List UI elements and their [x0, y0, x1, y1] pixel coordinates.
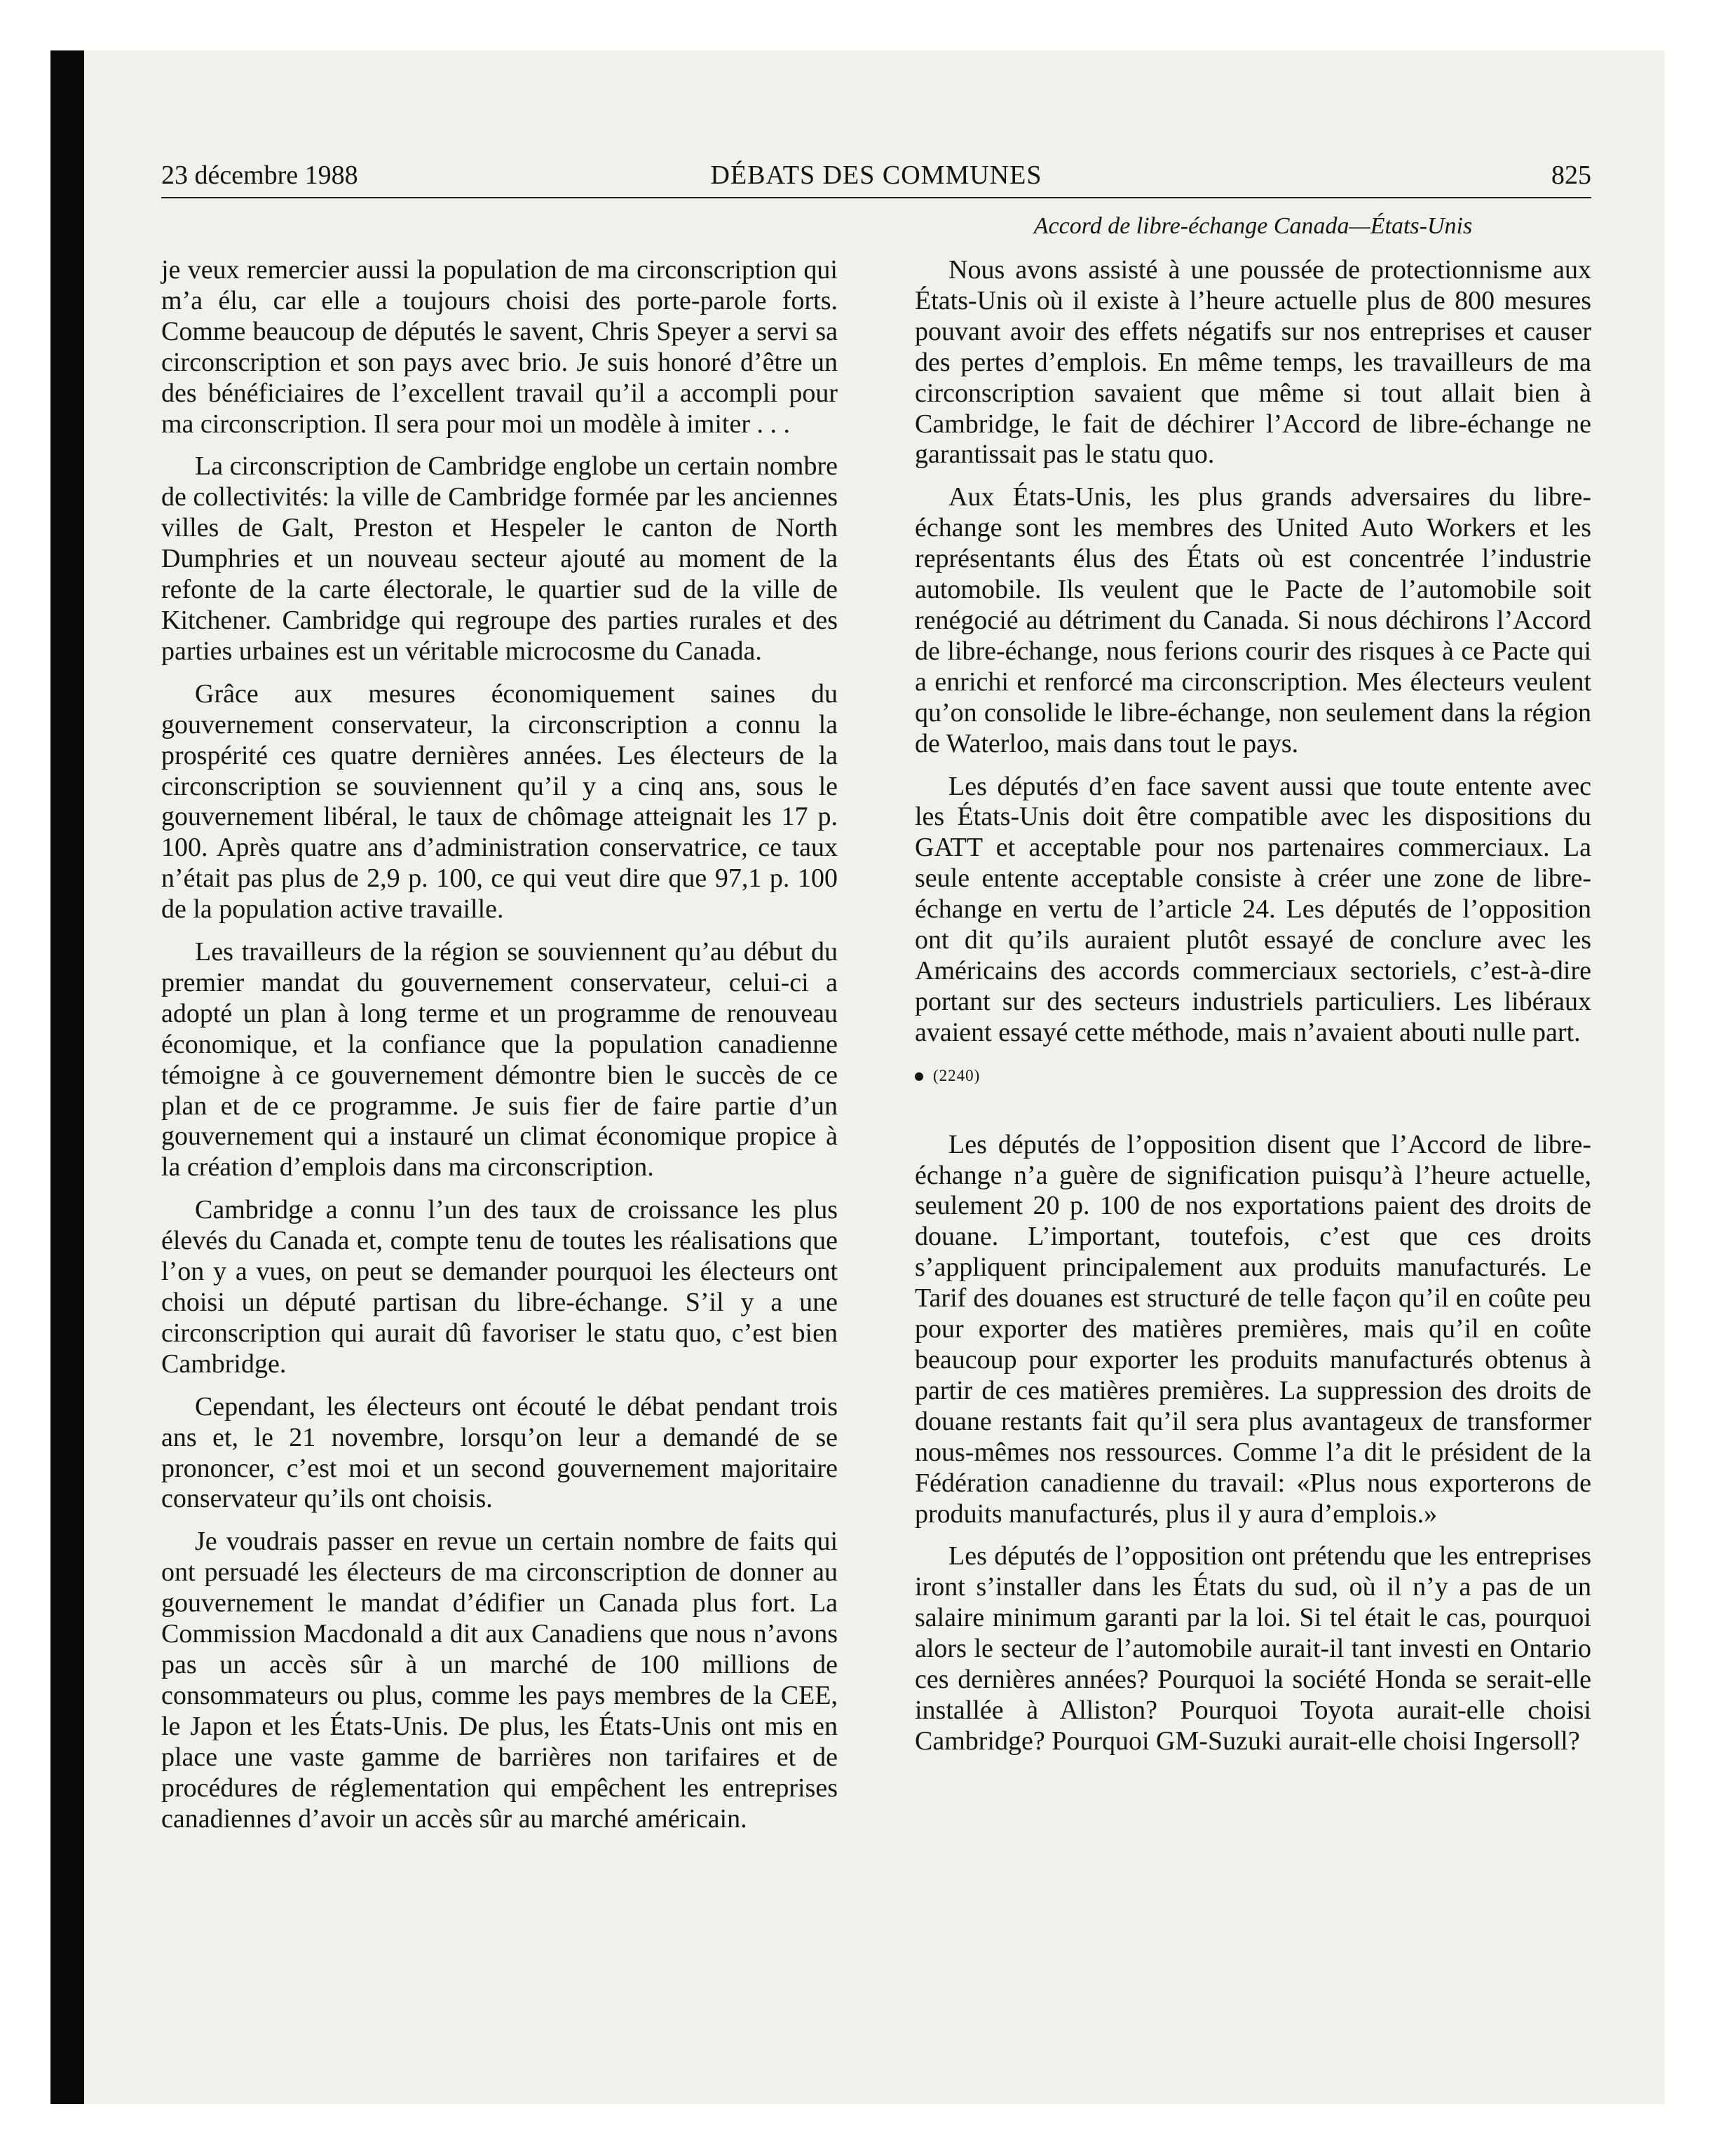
header-title: DÉBATS DES COMMUNES — [710, 161, 1042, 190]
paragraph: Nous avons assisté à une poussée de protectionnisme aux États-Unis où il existe à l’heure actuelle plus de 800 mesures pouvant avoir des effets négatifs sur nos entreprises et causer des pertes d’emplois. En même temps, les travailleurs de ma circonscription savaient que même si tout allait bien à Cambridge, le fait de déchirer l’Accord de libre-échange ne garantissait pas le statu quo. — [915, 255, 1591, 470]
paragraph: La circonscription de Cambridge englobe un certain nombre de collectivités: la ville de Cambridge formée par les anciennes villes de Galt, Preston et Hespeler le canton de North Dumphries et un nouveau secteur ajouté au moment de la refonte de la carte électorale, le quartier sud de la ville de Kitchener. Cambridge qui regroupe des parties rurales et des parties urbaines est un véritable microcosme du Canada. — [161, 451, 838, 666]
paragraph: je veux remercier aussi la population de ma circonscription qui m’a élu, car elle a toujours choisi des porte-parole forts. Comme beaucoup de députés le savent, Chris Speyer a servi sa circonscription et son pays avec brio. Je suis honoré d’être un des bénéficiaires de l’excellent travail qu’il a accompli pour ma circonscription. Il sera pour moi un modèle à imiter . . . — [161, 255, 838, 439]
paragraph: Les députés de l’opposition ont prétendu que les entreprises iront s’installer dans les États du sud, où il n’y a pas de un salaire minimum garanti par la loi. Si tel était le cas, pourquoi alors le secteur de l’automobile aurait-il tant investi en Ontario ces dernières années? Pourquoi la société Honda se serait-elle installée à Alliston? Pourquoi Toyota aurait-elle choisi Cambridge? Pourquoi GM-Suzuki aurait-elle choisi Ingersoll? — [915, 1541, 1591, 1756]
header-date: 23 décembre 1988 — [161, 161, 358, 190]
paragraph: Aux États-Unis, les plus grands adversaires du libre-échange sont les membres des United Auto Workers et les représentants élus des États où est concentrée l’industrie automobile. Ils veulent que le Pacte de l’automobile soit renégocié au détriment du Canada. Si nous déchirons l’Accord de libre-échange, nous ferions courir des risques à ce Pacte qui a enrichi et renforcé ma circonscription. Mes électeurs veulent qu’on consolide le libre-échange, non seulement dans la région de Waterloo, mais dans tout le pays. — [915, 482, 1591, 758]
right-column — [915, 255, 1591, 1757]
paragraph: Grâce aux mesures économiquement saines du gouvernement conservateur, la circonscription a connu la prospérité ces quatre dernières années. Les électeurs de la circonscription se souviennent qu’il y a cinq ans, sous le gouvernement libéral, le taux de chômage atteignait les 17 p. 100. Après quatre ans d’administration conservatrice, ce taux n’était pas plus de 2,9 p. 100, ce qui veut dire que 97,1 p. 100 de la population active travaille. — [161, 678, 838, 925]
scan-edge — [50, 50, 84, 2104]
paragraph: Cambridge a connu l’un des taux de croissance les plus élevés du Canada et, compte tenu de toutes les réalisations que l’on y a vues, on peut se demander pourquoi les électeurs ont choisi un député partisan du libre-échange. S’il y a une circonscription qui aurait dû favoriser le statu quo, c’est bien Cambridge. — [161, 1195, 838, 1379]
paragraph: Les députés de l’opposition disent que l’Accord de libre-échange n’a guère de signification puisqu’à l’heure actuelle, seulement 20 p. 100 de nos exportations paient des droits de douane. L’important, toutefois, c’est que ces droits s’appliquent principalement aux produits manufacturés. Le Tarif des douanes est structuré de telle façon qu’il en coûte peu pour exporter des matières premières, mais qu’il en coûte beaucoup pour exporter les produits manufacturés obtenus à partir de ces matières premières. La suppression des droits de douane restants fait qu’il sera plus avantageux de transformer nous-mêmes nos ressources. Comme l’a dit le président de la Fédération canadienne du travail: «Plus nous exporterons de produits manufacturés, plus il y aura d’emplois.» — [915, 1129, 1591, 1529]
paragraph: Je voudrais passer en revue un certain nombre de faits qui ont persuadé les électeurs de ma circonscription de donner au gouvernement le mandat d’édifier un Canada plus fort. La Commission Macdonald a dit aux Canadiens que nous n’avons pas un accès sûr à un marché de 100 millions de consommateurs ou plus, comme les pays membres de la CEE, le Japon et les États-Unis. De plus, les États-Unis ont mis en place une vaste gamme de barrières non tarifaires et de procédures de réglementation qui empêchent les entreprises canadiennes d’avoir un accès sûr au marché américain. — [161, 1527, 838, 1834]
page-number: 825 — [1551, 161, 1591, 190]
paragraph: Les travailleurs de la région se souviennent qu’au début du premier mandat du gouvernement conservateur, celui-ci a adopté un plan à long terme et un programme de renouveau économique, et la confiance que la population canadienne témoigne à ce gouvernement démontre bien le succès de ce plan et de ce programme. Je suis fier de faire partie d’un gouvernement qui a instauré un climat économique propice à la création d’emplois dans ma circonscription. — [161, 937, 838, 1182]
time-marker-text: (2240) — [933, 1066, 981, 1084]
page-header — [161, 156, 1591, 195]
bullet-icon — [915, 1072, 923, 1081]
paragraph: Les députés d’en face savent aussi que toute entente avec les États-Unis doit être compatible avec les dispositions du GATT et acceptable pour nos partenaires commerciaux. La seule entente acceptable consiste à créer une zone de libre-échange en vertu de l’article 24. Les députés de l’opposition ont dit qu’ils auraient plutôt essayé de conclure avec les Américains des accords commerciaux sectoriels, c’est-à-dire portant sur des secteurs industriels particuliers. Les libéraux avaient essayé cette méthode, mais n’avaient abouti nulle part. — [915, 771, 1591, 1047]
left-column — [161, 255, 838, 1834]
header-rule — [161, 197, 1591, 198]
running-head: Accord de libre-échange Canada—États-Unis — [1033, 213, 1473, 239]
time-marker — [915, 1065, 1591, 1086]
paragraph: Cependant, les électeurs ont écouté le débat pendant trois ans et, le 21 novembre, lorsqu’on leur a demandé de se prononcer, c’est moi et un second gouvernement majoritaire conservateur qu’ils ont choisis. — [161, 1391, 838, 1514]
